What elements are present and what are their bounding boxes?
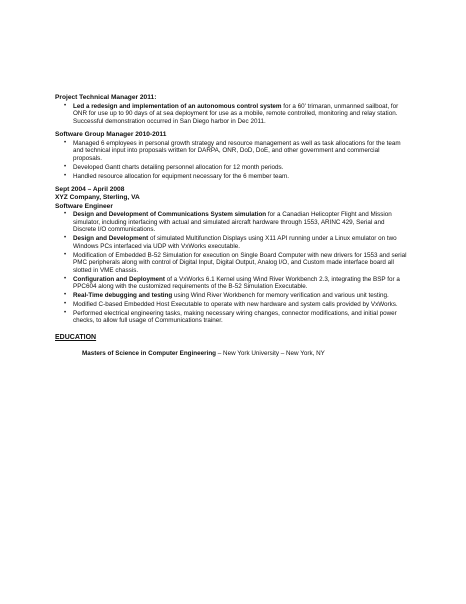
bullet-icon: • — [64, 291, 67, 298]
list-item: • Led a redesign and implementation of an autonomous control system for a 60' trimaran, unmanned sailboat, for ONR for use up to 90 days of at sea deployment for use as a mobile, remote controlled, monitoring and relay station. Successful demonstration occurred in San Diego harbor in Dec 2011. — [64, 102, 399, 125]
list-item: • Managed 6 employees in personal growth strategy and resource management as well as task allocations for the team and technical input into proposals written for DARPA, ONR, DoD, DoE, and other government and commercial proposals. — [64, 139, 401, 162]
job-bullets — [55, 140, 407, 180]
job-title: Software Engineer — [55, 202, 113, 210]
bullet-icon: • — [64, 211, 67, 218]
list-item: • Design and Development of Communications System simulation for a Canadian Helicopter Flight and Mission simulator, including interfacing with actual and simulated aircraft hardware through 1553, ARINC 429, Serial and Discrete I/O communications. — [64, 211, 392, 234]
job-bullets — [55, 211, 407, 324]
bullet-icon: • — [64, 139, 67, 146]
job-title: Project Technical Manager 2011: — [55, 94, 157, 101]
employer-xyz — [55, 186, 407, 325]
employment-dates: Sept 2004 – April 2008 — [55, 186, 125, 194]
university: – New York University – New York, NY — [216, 350, 325, 358]
job-title: Software Group Manager 2010-2011 — [55, 131, 167, 139]
bullet-icon: • — [64, 163, 67, 170]
list-item: • Modified C-based Embedded Host Executable to operate with new hardware and system calls provided by VxWorks. — [64, 301, 398, 308]
list-item: • Developed Gantt charts detailing personnel allocation for 12 month periods. — [64, 163, 284, 171]
list-item: • Real-Time debugging and testing using Wind River Workbench for memory verification and various unit testing. — [64, 291, 389, 299]
job-project-manager — [55, 94, 407, 125]
bullet-icon: • — [64, 235, 67, 242]
bullet-icon: • — [64, 102, 67, 109]
list-item: • Design and Development of simulated Multifunction Displays using X11 API running under a Linux emulator on two Windows PCs interfaced via UDP with VxWorks executable. — [64, 235, 397, 250]
bullet-icon: • — [64, 275, 67, 282]
company-name: XYZ Company, Sterling, VA — [55, 193, 140, 201]
education-section — [55, 334, 407, 358]
bullet-icon: • — [64, 310, 67, 317]
education-degree-line — [55, 350, 407, 357]
job-software-group-manager — [55, 131, 407, 180]
education-heading: EDUCATION — [55, 333, 97, 341]
resume-content — [55, 94, 407, 364]
bullet-icon: • — [64, 301, 67, 307]
list-item: • Modification of Embedded B-52 Simulation for execution on Single Board Computer with new drivers for 1553 and serial PMC peripherals along with control of Digital Input, Digital Output, Analog I/O, and Custom made interface board all slotted in VME chassis. — [64, 251, 407, 274]
list-item: • Performed electrical engineering tasks, making necessary wiring changes, connector modifications, and initial power checks, to allow full usage of Communications trainer. — [64, 310, 397, 325]
bullet-icon: • — [64, 172, 67, 179]
job-bullets — [55, 103, 407, 125]
list-item: • Handled resource allocation for equipment necessary for the 6 member team. — [64, 172, 289, 180]
degree-name: Masters of Science in Computer Engineering — [82, 350, 217, 358]
bullet-icon: • — [64, 251, 67, 258]
list-item: • Configuration and Deployment of a VxWorks 6.1 Kernel using Wind River Workbench 2.3, integrating the BSP for a PPC604 along with the customized requirements of the B-52 Simulation Executable. — [64, 275, 400, 290]
